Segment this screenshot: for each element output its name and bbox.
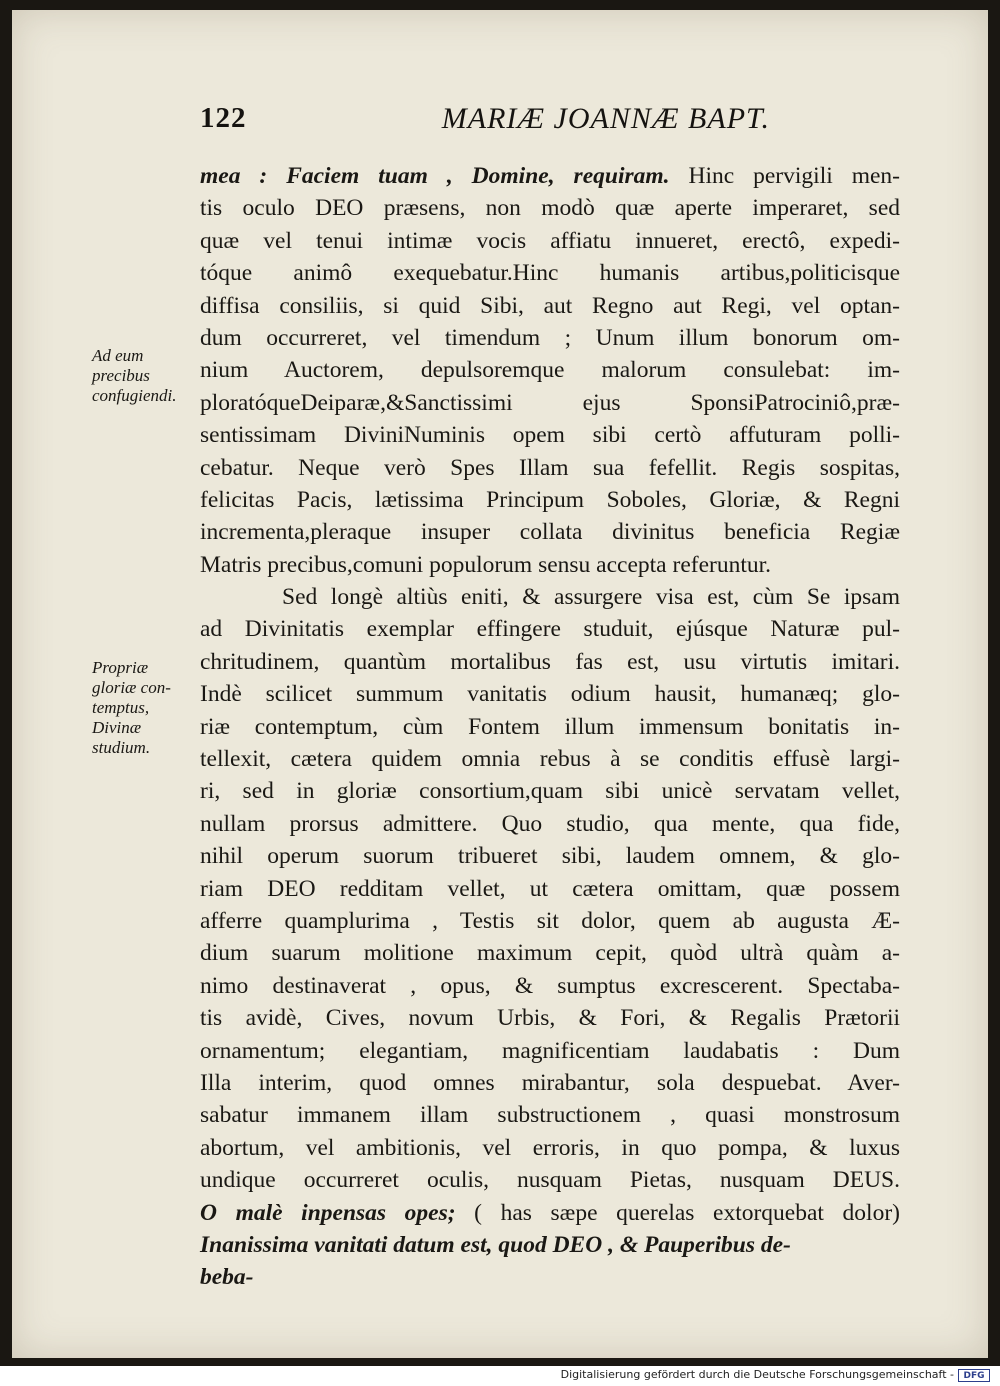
roman-segment: nihil operum suorum tribueret sibi, laudem omnem, & glo-: [200, 843, 900, 870]
margin-note-line: Propriæ: [92, 658, 149, 677]
roman-segment: ploratóqueDeiparæ,&Sanctissimi ejus SponsiPatrociniô,præ-: [200, 389, 900, 416]
text-line: [200, 225, 900, 257]
roman-segment: dum occurreret, vel timendum ; Unum illum bonorum om-: [200, 324, 900, 351]
margin-note-line: Ad eum: [92, 346, 144, 365]
roman-segment: ornamentum; elegantiam, magnificentiam laudabatis : Dum: [200, 1037, 900, 1064]
text-line: [200, 322, 900, 354]
italic-segment: Inanissima vanitati datum est, quod DEO , & Pauperibus de-: [200, 1231, 791, 1258]
text-line: [200, 257, 900, 289]
roman-segment: Indè scilicet summum vanitatis odium hausit, humanæq; glo-: [200, 681, 900, 708]
text-line: [200, 775, 900, 807]
text-line: [200, 646, 900, 678]
text-line: [200, 581, 900, 613]
text-line: [200, 1229, 900, 1261]
roman-segment: Sed longè altiùs eniti, & assurgere visa est, cùm Se ipsam: [282, 584, 900, 611]
text-line: [200, 192, 900, 224]
text-line: [200, 1099, 900, 1131]
text-line: [200, 549, 900, 581]
roman-segment: nimo destinaverat , opus, & sumptus excrescerent. Spectaba-: [200, 972, 900, 999]
margin-note-line: confugiendi.: [92, 386, 177, 405]
roman-segment: sabatur immanem illam substructionem , quasi monstrosum: [200, 1102, 900, 1129]
text-line: [200, 711, 900, 743]
text-line: [200, 1035, 900, 1067]
roman-segment: ( has sæpe querelas extorquebat dolor): [455, 1199, 900, 1226]
roman-segment: Hinc pervigili men-: [669, 163, 900, 189]
roman-segment: tis oculo DEO præsens, non modò quæ aperte imperaret, sed: [200, 195, 900, 222]
text-line: [200, 1132, 900, 1164]
text-line: [200, 452, 900, 484]
roman-segment: Matris precibus,comuni populorum sensu accepta referuntur.: [200, 551, 772, 578]
roman-segment: felicitas Pacis, lætissima Principum Soboles, Gloriæ, & Regni: [200, 486, 900, 513]
roman-segment: quæ vel tenui intimæ vocis affiatu innueret, erectô, expedi-: [200, 227, 900, 254]
text-line: [200, 354, 900, 386]
roman-segment: riam DEO redditam vellet, ut cætera omittam, quæ possem: [200, 875, 900, 902]
text-line: [200, 387, 900, 419]
italic-segment: beba-: [200, 1264, 254, 1291]
margin-note-1: [92, 346, 202, 406]
roman-segment: tis avidè, Cives, novum Urbis, & Fori, & Regalis Prætorii: [200, 1005, 900, 1032]
text-line: [200, 1197, 900, 1229]
text-line: [200, 419, 900, 451]
roman-segment: Illa interim, quod omnes mirabantur, sola despuebat. Aver-: [200, 1069, 900, 1096]
roman-segment: dium suarum molitione maximum cepit, quòd ultrà quàm a-: [200, 940, 900, 967]
dfg-logo: DFG: [958, 1369, 990, 1382]
text-line: [200, 873, 900, 905]
roman-segment: cebatur. Neque verò Spes Illam sua fefellit. Regis sospitas,: [200, 454, 900, 481]
roman-segment: afferre quamplurima , Testis sit dolor, quem ab augusta Æ-: [200, 907, 900, 934]
text-line: [200, 484, 900, 516]
text-line: [200, 905, 900, 937]
body-text: [200, 160, 900, 1294]
running-title: MARIÆ JOANNÆ BAPT.: [441, 102, 770, 135]
text-line: [200, 808, 900, 840]
roman-segment: ad Divinitatis exemplar effingere studuit, ejúsque Naturæ pul-: [200, 616, 900, 643]
roman-segment: ri, sed in gloriæ consortium,quam sibi unicè servatam vellet,: [200, 778, 900, 805]
text-line: [200, 1067, 900, 1099]
text-line: [200, 937, 900, 969]
text-line: [200, 613, 900, 645]
margin-note-line: Divinæ: [92, 718, 142, 737]
margin-note-2: [92, 658, 202, 758]
text-line: [200, 1002, 900, 1034]
roman-segment: nium Auctorem, depulsoremque malorum consulebat: im-: [200, 357, 900, 384]
text-line: [200, 1261, 900, 1293]
footer-bar: [0, 1366, 1000, 1386]
text-line: [200, 840, 900, 872]
text-line: [200, 290, 900, 322]
text-line: [200, 160, 900, 192]
margin-note-line: precibus: [92, 366, 150, 385]
roman-segment: chritudinem, quantùm mortalibus fas est, usu virtutis imitari.: [200, 648, 900, 675]
text-line: [200, 1164, 900, 1196]
roman-segment: incrementa,pleraque insuper collata divinitus beneficia Regiæ: [200, 519, 900, 546]
text-line: [200, 743, 900, 775]
roman-segment: abortum, vel ambitionis, vel erroris, in quo pompa, & luxus: [200, 1134, 900, 1161]
page-number: 122: [200, 102, 247, 134]
text-line: [200, 516, 900, 548]
margin-note-line: temptus,: [92, 698, 150, 717]
roman-segment: nullam prorsus admittere. Quo studio, qua mente, qua fide,: [200, 810, 900, 837]
roman-segment: undique occurreret oculis, nusquam Pietas, nusquam DEUS.: [200, 1167, 900, 1194]
roman-segment: diffisa consiliis, si quid Sibi, aut Regno aut Regi, vel optan-: [200, 292, 900, 319]
roman-segment: tóque animô exequebatur.Hinc humanis artibus,politicisque: [200, 260, 900, 287]
text-line: [200, 970, 900, 1002]
roman-segment: sentissimam DiviniNuminis opem sibi certò affuturam polli-: [200, 422, 900, 449]
page-header: [200, 102, 770, 142]
roman-segment: tellexit, cætera quidem omnia rebus à se conditis effusè largi-: [200, 746, 900, 773]
margin-note-line: studium.: [92, 738, 151, 757]
footer-credit: Digitalisierung gefördert durch die Deutsche Forschungsgemeinschaft -: [560, 1368, 954, 1381]
text-line: [200, 678, 900, 710]
roman-segment: riæ contemptum, cùm Fontem illum immensum bonitatis in-: [200, 713, 900, 740]
italic-segment: O malè inpensas opes;: [200, 1199, 456, 1226]
margin-note-line: gloriæ con-: [92, 678, 171, 697]
italic-segment: mea : Faciem tuam , Domine, requiram.: [200, 163, 670, 189]
